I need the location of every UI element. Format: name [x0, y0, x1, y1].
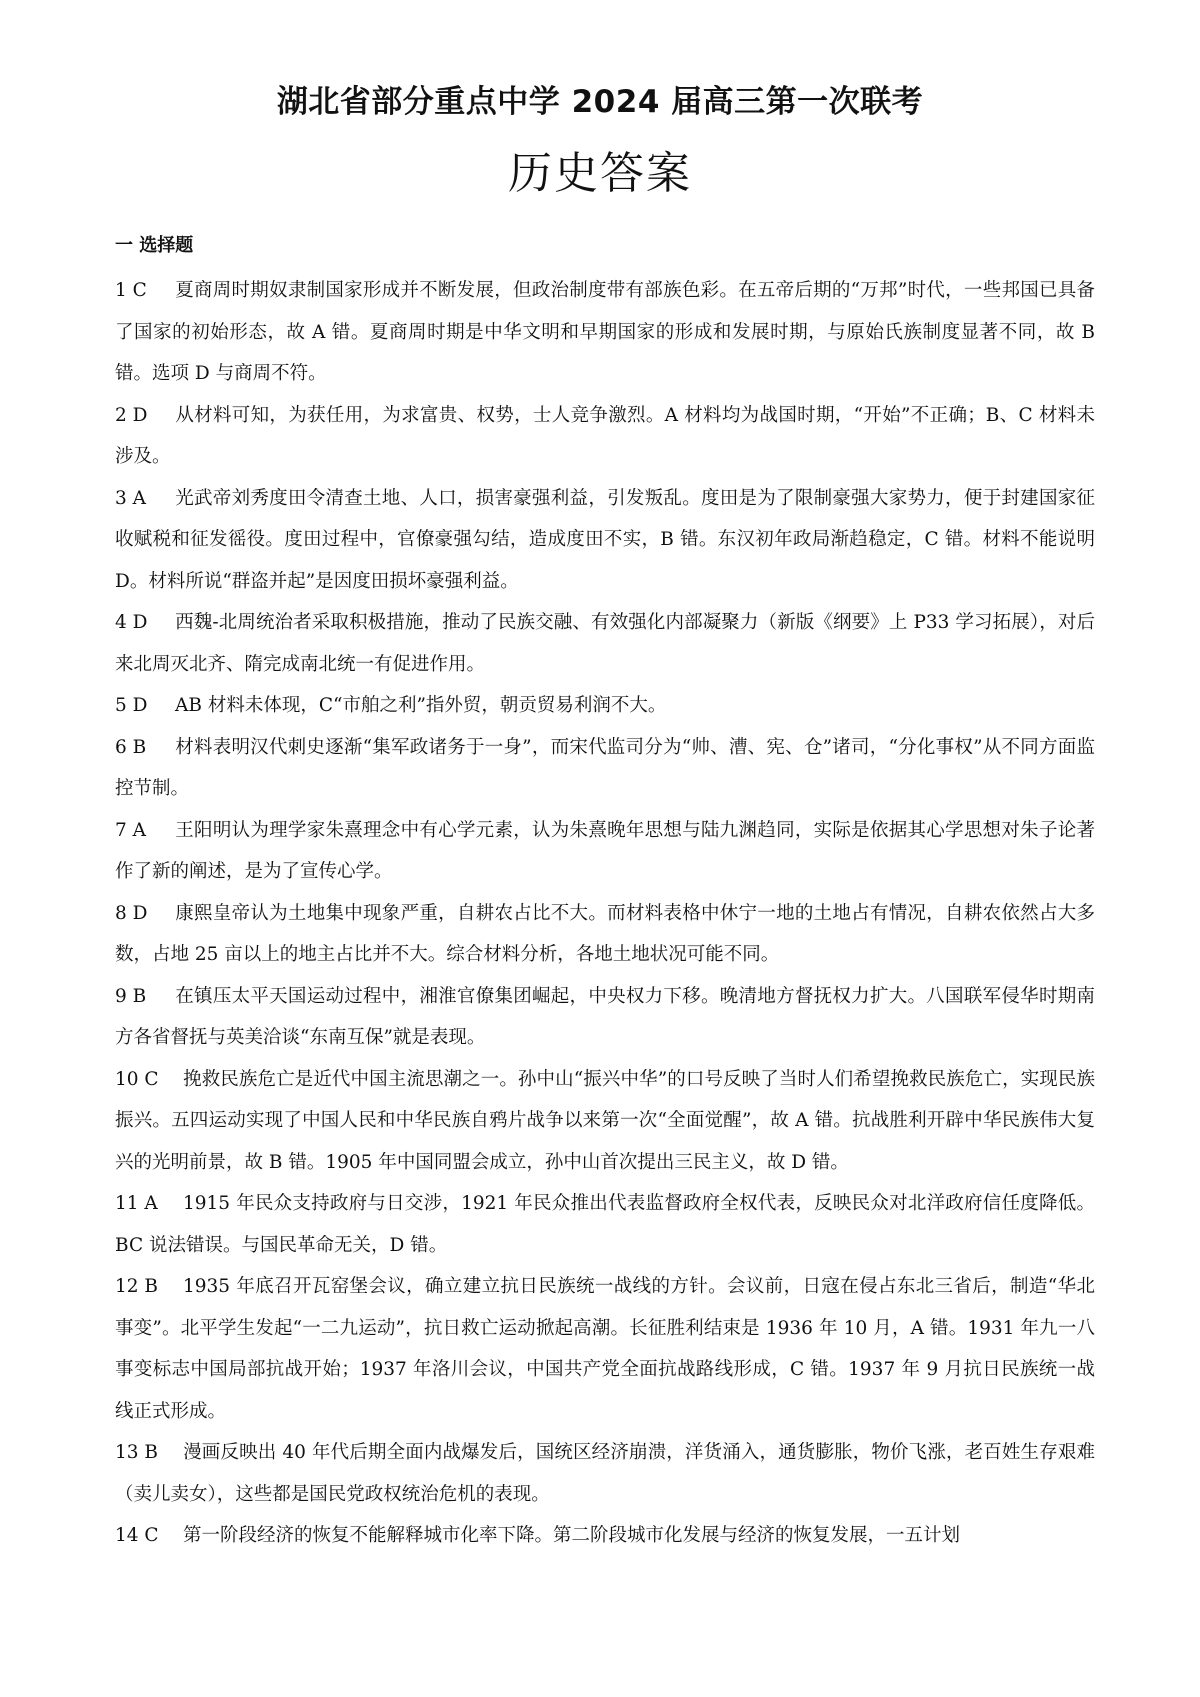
answer-list: [115, 270, 1095, 1557]
document-title: 湖北省部分重点中学 2024 届高三第一次联考: [276, 84, 924, 120]
answer-explanation: 从材料可知，为获任用，为求富贵、权势，士人竞争激烈。A 材料均为战国时期，“开始”不正确；B、C 材料未涉及。: [115, 404, 1095, 467]
document-subtitle: 历史答案: [508, 148, 692, 199]
answer-item: [115, 976, 1095, 1059]
answer-explanation: 第一阶段经济的恢复不能解释城市化率下降。第二阶段城市化发展与经济的恢复发展，一五计划: [183, 1525, 961, 1546]
answer-number: 4 D: [115, 612, 148, 633]
answer-number: 12 B: [115, 1276, 159, 1297]
answer-number: 6 B: [115, 736, 147, 758]
answer-number: 14 C: [115, 1525, 159, 1546]
answer-explanation: 挽救民族危亡是近代中国主流思潮之一。孙中山“振兴中华”的口号反映了当时人们希望挽救民族危亡，实现民族振兴。五四运动实现了中国人民和中华民族自鸦片战争以来第一次“全面觉醒”，故 A 错。抗战胜利开辟中华民族伟大复兴的光明前景，故 B 错。1905 年中国同盟会成立，孙中山首次提出三民主义，故 D 错。: [115, 1068, 1095, 1173]
answer-number: 8 D: [115, 902, 148, 924]
section-heading: 一 选择题: [115, 235, 194, 256]
answer-explanation: 夏商周时期奴隶制国家形成并不断发展，但政治制度带有部族色彩。在五帝后期的“万邦”时代，一些邦国已具备了国家的初始形态，故 A 错。夏商周时期是中华文明和早期国家的形成和发展时期，与原始氏族制度显著不同，故 B 错。选项 D 与商周不符。: [115, 280, 1095, 384]
answer-explanation: AB 材料未体现，C“市舶之利”指外贸，朝贡贸易利润不大。: [175, 695, 667, 716]
answer-item: [115, 685, 1095, 727]
answer-explanation: 漫画反映出 40 年代后期全面内战爆发后，国统区经济崩溃，洋货涌入，通货膨胀，物价飞涨，老百姓生存艰难（卖儿卖女），这些都是国民党政权统治危机的表现。: [115, 1442, 1095, 1505]
answer-item: [115, 602, 1095, 685]
answer-number: 10 C: [115, 1068, 159, 1090]
answer-number: 11 A: [115, 1193, 158, 1214]
answer-explanation: 康熙皇帝认为土地集中现象严重，自耕农占比不大。而材料表格中休宁一地的土地占有情况，自耕农依然占大多数，占地 25 亩以上的地主占比并不大。综合材料分析，各地土地状况可能不同。: [115, 902, 1095, 965]
answer-item: [115, 1432, 1095, 1515]
answer-item: [115, 478, 1095, 603]
answer-item: [115, 270, 1095, 395]
answer-number: 5 D: [115, 695, 148, 716]
answer-number: 13 B: [115, 1442, 159, 1463]
answer-number: 7 A: [115, 819, 147, 841]
answer-item: [115, 1183, 1095, 1266]
answer-explanation: 材料表明汉代刺史逐渐“集军政诸务于一身”，而宋代监司分为“帅、漕、宪、仓”诸司，“分化事权”从不同方面监控节制。: [115, 736, 1095, 799]
answer-explanation: 西魏-北周统治者采取积极措施，推动了民族交融、有效强化内部凝聚力（新版《纲要》上 P33 学习拓展），对后来北周灭北齐、隋完成南北统一有促进作用。: [115, 612, 1095, 675]
answer-item: [115, 1515, 1095, 1557]
answer-number: 2 D: [115, 404, 148, 426]
answer-number: 9 B: [115, 985, 147, 1007]
answer-explanation: 1915 年民众支持政府与日交涉，1921 年民众推出代表监督政府全权代表，反映民众对北洋政府信任度降低。BC 说法错误。与国民革命无关，D 错。: [115, 1193, 1095, 1256]
answer-explanation: 光武帝刘秀度田令清查土地、人口，损害豪强利益，引发叛乱。度田是为了限制豪强大家势力，便于封建国家征收赋税和征发徭役。度田过程中，官僚豪强勾结，造成度田不实，B 错。东汉初年政局渐趋稳定，C 错。材料不能说明 D。材料所说“群盗并起”是因度田损坏豪强利益。: [115, 487, 1095, 592]
answer-explanation: 在镇压太平天国运动过程中，湘淮官僚集团崛起，中央权力下移。晚清地方督抚权力扩大。八国联军侵华时期南方各省督抚与英美洽谈“东南互保”就是表现。: [115, 985, 1095, 1048]
answer-explanation: 王阳明认为理学家朱熹理念中有心学元素，认为朱熹晚年思想与陆九渊趋同，实际是依据其心学思想对朱子论著作了新的阐述，是为了宣传心学。: [115, 819, 1095, 882]
answer-item: [115, 810, 1095, 893]
answer-number: 3 A: [115, 487, 147, 509]
answer-number: 1 C: [115, 280, 147, 301]
answer-item: [115, 1059, 1095, 1184]
answer-item: [115, 395, 1095, 478]
answer-item: [115, 893, 1095, 976]
answer-item: [115, 727, 1095, 810]
answer-explanation: 1935 年底召开瓦窑堡会议，确立建立抗日民族统一战线的方针。会议前，日寇在侵占东北三省后，制造“华北事变”。北平学生发起“一二九运动”，抗日救亡运动掀起高潮。长征胜利结束是 1936 年 10 月，A 错。1931 年九一八事变标志中国局部抗战开始；1937 年洛川会议，中国共产党全面抗战路线形成，C 错。1937 年 9 月抗日民族统一战线正式形成。: [115, 1276, 1095, 1422]
answer-item: [115, 1266, 1095, 1432]
